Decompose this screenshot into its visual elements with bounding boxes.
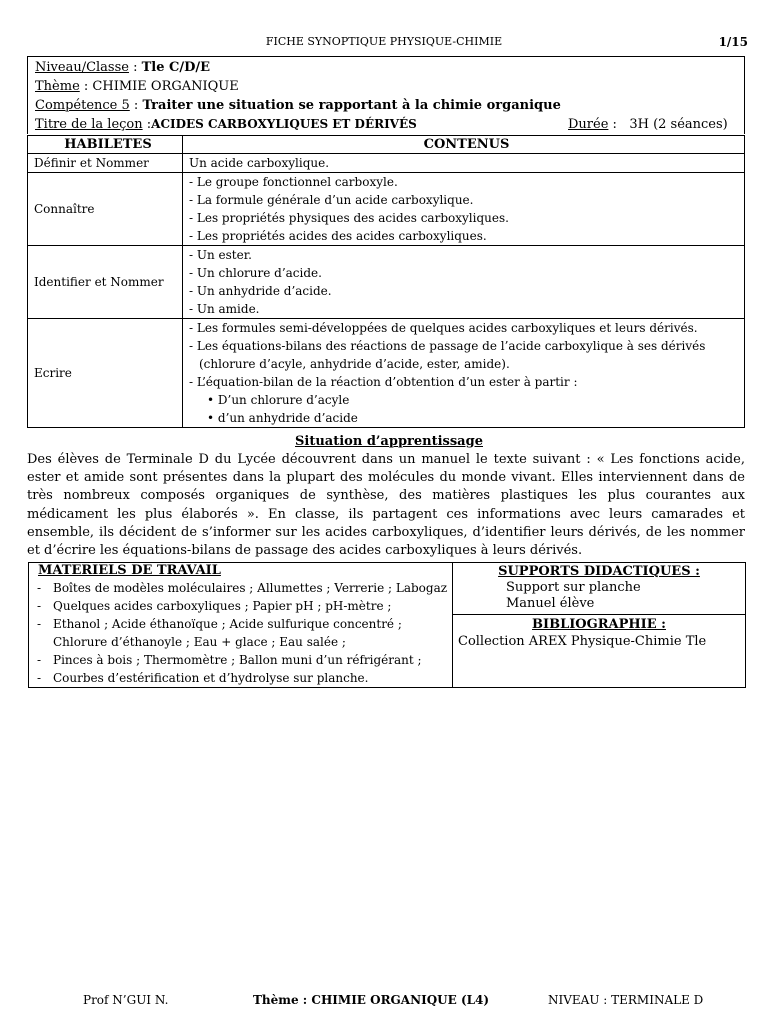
theme-row: Thème : CHIMIE ORGANIQUE	[35, 79, 239, 94]
materiels-list	[29, 579, 452, 687]
duree-row: Durée : 3H (2 séances)	[568, 117, 728, 132]
contenus-cell	[183, 154, 745, 173]
contenu-line: (chlorure d’acyle, anhydride d’acide, ester, amide).	[199, 357, 510, 371]
supports-title: SUPPORTS DIDACTIQUES :	[498, 564, 700, 579]
table-header-row	[28, 136, 745, 154]
habilete-cell: Identifier et Nommer	[28, 246, 183, 319]
footer-theme: Thème : CHIMIE ORGANIQUE (L4)	[253, 993, 490, 1007]
contenus-cell	[183, 246, 745, 319]
niveau-label: Niveau/Classe	[35, 60, 129, 75]
contenu-line: - La formule générale d’un acide carboxylique.	[189, 193, 474, 207]
contenu-line: - Les propriétés acides des acides carboxyliques.	[189, 229, 487, 243]
niveau-value: Tle C/D/E	[141, 60, 211, 75]
titre-value: ACIDES CARBOXYLIQUES ET DÉRIVÉS	[151, 117, 417, 131]
document-title: FICHE SYNOPTIQUE PHYSIQUE-CHIMIE	[265, 35, 503, 48]
contenu-line: - Un amide.	[189, 302, 260, 316]
page-header	[0, 33, 768, 51]
contenu-line: - Les formules semi-développées de quelques acides carboxyliques et leurs dérivés.	[189, 321, 698, 335]
titre-row: Titre de la leçon :ACIDES CARBOXYLIQUES ET DÉRIVÉS	[35, 117, 417, 132]
footer-niveau: NIVEAU : TERMINALE D	[548, 993, 704, 1007]
list-item: - Courbes d’estérification et d’hydrolyse sur planche.	[37, 671, 369, 685]
list-item: - Quelques acides carboxyliques ; Papier pH ; pH-mètre ;	[37, 599, 392, 613]
contenu-line: Un acide carboxylique.	[189, 156, 330, 170]
theme-value: CHIMIE ORGANIQUE	[92, 79, 239, 94]
habilete-cell: Connaître	[28, 173, 183, 246]
list-item: - Ethanol ; Acide éthanoïque ; Acide sulfurique concentré ;	[37, 617, 402, 631]
contenu-line: - Un ester.	[189, 248, 252, 262]
table-row	[28, 173, 745, 246]
contenu-line: - Les équations-bilans des réactions de passage de l’acide carboxylique à ses dérivés	[189, 339, 706, 353]
titre-label: Titre de la leçon	[35, 117, 143, 132]
table-row	[28, 319, 745, 428]
bibliographie-title: BIBLIOGRAPHIE :	[532, 617, 666, 632]
contenus-cell	[183, 173, 745, 246]
habiletes-contenus-table	[27, 135, 745, 428]
lesson-info-box	[27, 56, 745, 134]
contenu-line: - L’équation-bilan de la réaction d’obtention d’un ester à partir :	[189, 375, 578, 389]
list-item: - Boîtes de modèles moléculaires ; Allumettes ; Verrerie ; Labogaz	[37, 581, 448, 595]
footer-author: Prof N’GUI N.	[83, 993, 169, 1007]
supports-section	[453, 563, 745, 687]
materiels-supports-box	[28, 562, 746, 688]
divider	[453, 614, 745, 615]
bibliographie-text: Collection AREX Physique-Chimie Tle	[458, 634, 707, 649]
contenu-line: - Le groupe fonctionnel carboxyle.	[189, 175, 398, 189]
contenu-line: • d’un anhydride d’acide	[207, 411, 358, 425]
support-item: Manuel élève	[506, 596, 595, 611]
competence-row: Compétence 5 : Traiter une situation se rapportant à la chimie organique	[35, 98, 561, 113]
support-item: Support sur planche	[506, 580, 641, 595]
table-row	[28, 246, 745, 319]
contenu-line: • D’un chlorure d’acyle	[207, 393, 350, 407]
habilete-cell: Ecrire	[28, 319, 183, 428]
duree-label: Durée	[568, 117, 609, 132]
header-habiletes: HABILETES	[28, 136, 183, 154]
header-contenus: CONTENUS	[183, 136, 745, 154]
competence-value: Traiter une situation se rapportant à la chimie organique	[142, 98, 561, 113]
list-item: - Pinces à bois ; Thermomètre ; Ballon muni d’un réfrigérant ;	[37, 653, 422, 667]
contenu-line: - Un chlorure d’acide.	[189, 266, 322, 280]
list-item-continued: Chlorure d’éthanoyle ; Eau + glace ; Eau salée ;	[53, 635, 346, 649]
materiels-title: MATERIELS DE TRAVAIL	[38, 563, 221, 578]
duree-value: 3H (2 séances)	[629, 117, 728, 132]
habilete-cell: Définir et Nommer	[28, 154, 183, 173]
contenu-line: - Un anhydride d’acide.	[189, 284, 332, 298]
niveau-row: Niveau/Classe : Tle C/D/E	[35, 60, 211, 75]
materiels-section	[29, 563, 453, 687]
table-row	[28, 154, 745, 173]
contenu-line: - Les propriétés physiques des acides carboxyliques.	[189, 211, 509, 225]
contenus-cell	[183, 319, 745, 428]
theme-label: Thème	[35, 79, 80, 94]
page-number: 1/15	[718, 35, 748, 49]
situation-title: Situation d’apprentissage	[295, 434, 483, 449]
situation-text: Des élèves de Terminale D du Lycée découvrent dans un manuel le texte suivant : « Les fonctions acide, ester et amide sont présentes dans la plupart des molécules du monde vivant. Elles interviennent dans de très nombreux composés organiques de synthèse, des matières plastiques les plus courantes aux médicament les plus élaborés ». En classe, ils partagent ces informations avec leurs camarades et ensemble, ils décident de s’informer sur les acides carboxyliques, d’identifier leurs dérivés, de les nommer et d’écrire les équations-bilans de passage des acides carboxyliques à leurs dérivés.	[27, 452, 745, 559]
competence-label: Compétence 5	[35, 98, 130, 113]
